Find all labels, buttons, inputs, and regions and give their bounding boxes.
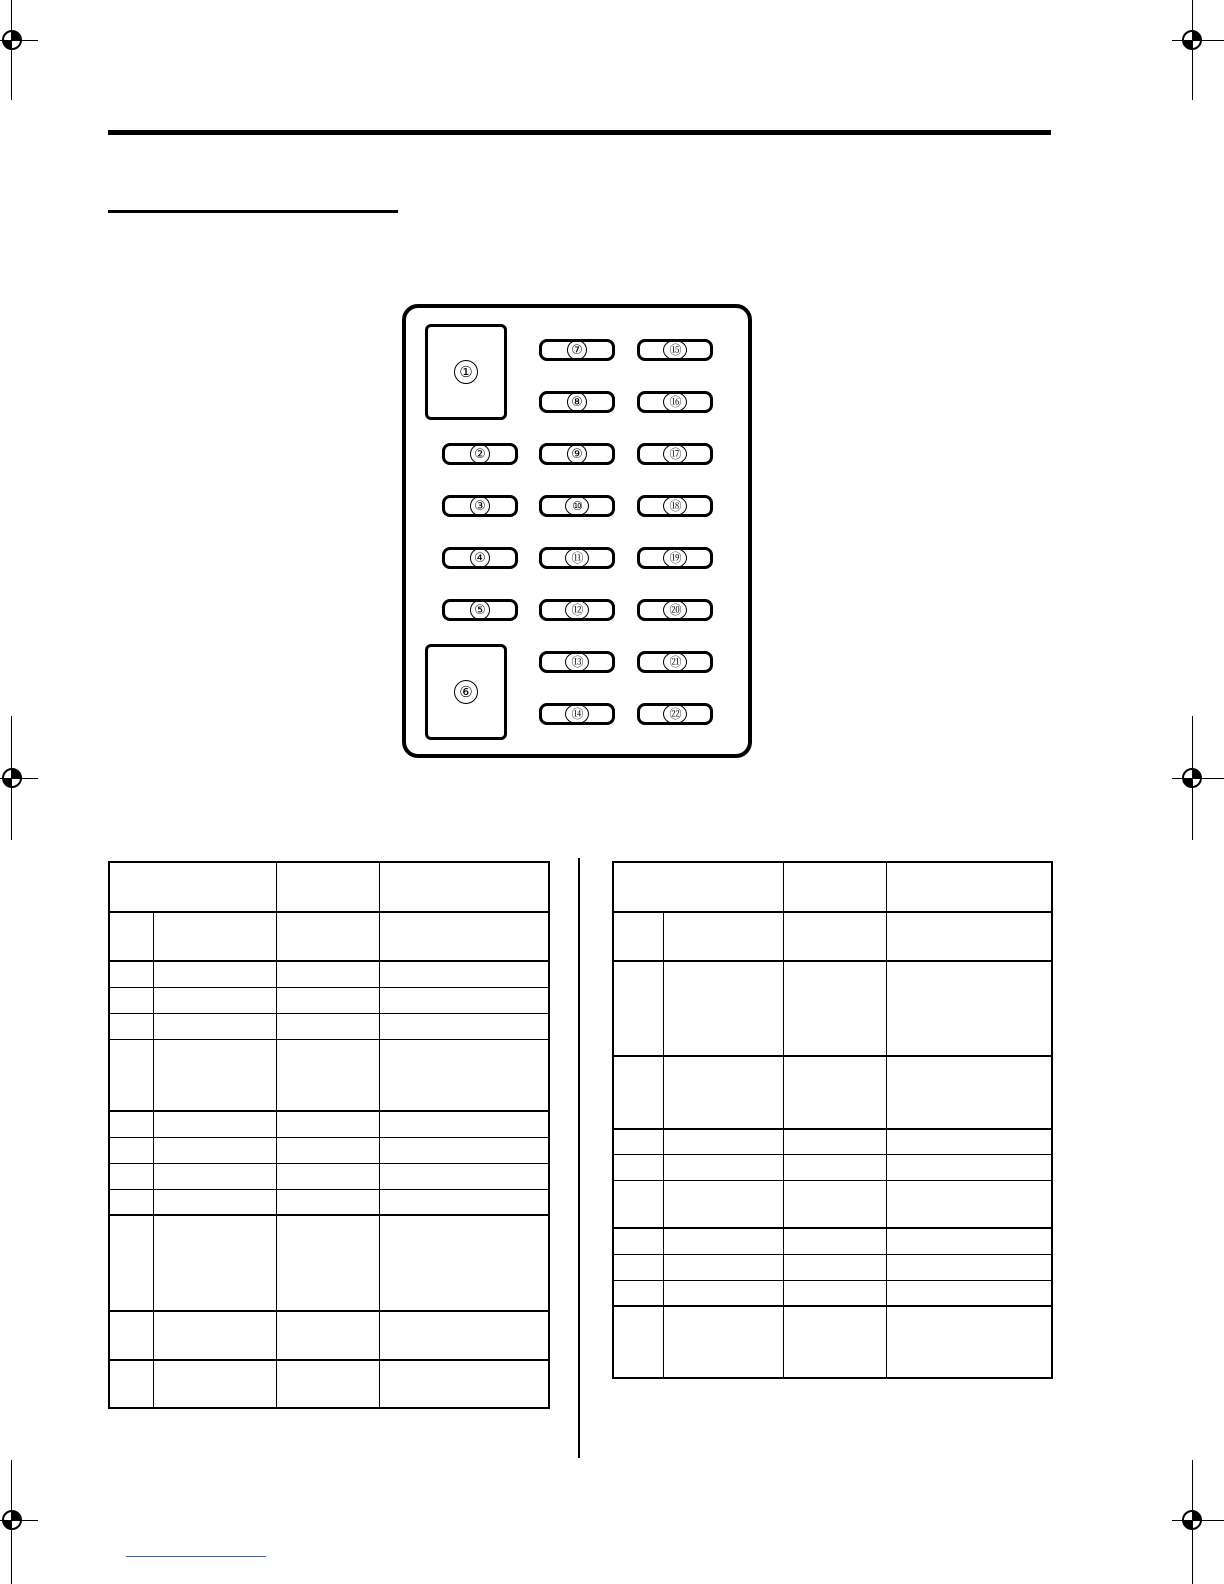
fuse-number-label: ① <box>454 360 478 384</box>
table-row <box>613 1129 1052 1154</box>
fuse-13 <box>539 651 615 673</box>
fuse-16 <box>637 391 713 413</box>
fuse-number-label: ⑥ <box>454 680 478 704</box>
fuse-number-label: ⑲ <box>663 548 687 568</box>
table-row <box>613 1306 1052 1378</box>
table-row <box>109 1137 549 1163</box>
table-row <box>613 912 1052 961</box>
fuse-number-label: ⑰ <box>663 444 687 464</box>
table-row <box>109 1039 549 1111</box>
fuse-10 <box>539 495 615 517</box>
fuse-20 <box>637 599 713 621</box>
fuse-number-label: ㉑ <box>663 652 687 672</box>
fuse-number-label: ③ <box>470 496 490 516</box>
fuse-9 <box>539 443 615 465</box>
fuse-number-label: ⑫ <box>565 600 589 620</box>
fuse-table-left <box>108 861 550 1409</box>
table-row <box>613 1154 1052 1180</box>
fuse-2 <box>442 443 518 465</box>
fuse-number-label: ㉒ <box>663 704 687 724</box>
fuse-17 <box>637 443 713 465</box>
fuse-number-label: ⑩ <box>565 496 589 516</box>
table-row <box>109 1360 549 1408</box>
fuse-11 <box>539 547 615 569</box>
table-header-row <box>109 862 549 912</box>
table-row <box>613 1056 1052 1129</box>
header-rule <box>108 130 1051 135</box>
footer-link-underline <box>126 1556 266 1557</box>
fuse-number-label: ⑨ <box>567 444 587 464</box>
fuse-number-label: ⑭ <box>565 704 589 724</box>
table-header-cell <box>886 862 1052 912</box>
fuse-14 <box>539 703 615 725</box>
column-divider <box>578 858 580 1458</box>
table-row <box>109 912 549 961</box>
fuse-22 <box>637 703 713 725</box>
fuse-21 <box>637 651 713 673</box>
section-heading-underline <box>108 210 398 213</box>
table-row <box>109 1111 549 1137</box>
large-fuse-1 <box>425 324 507 420</box>
fuse-table-right <box>612 861 1053 1379</box>
fuse-19 <box>637 547 713 569</box>
fuse-number-label: ⑱ <box>663 496 687 516</box>
table-header-row <box>613 862 1052 912</box>
fuse-5 <box>442 599 518 621</box>
table-header-cell <box>613 862 783 912</box>
fuse-number-label: ⑯ <box>663 392 687 412</box>
fuse-number-label: ⑪ <box>565 548 589 568</box>
fuse-number-label: ⑤ <box>470 600 490 620</box>
table-row <box>109 1163 549 1189</box>
fuse-number-label: ⑦ <box>567 340 587 360</box>
fuse-12 <box>539 599 615 621</box>
table-row <box>613 1254 1052 1280</box>
fuse-15 <box>637 339 713 361</box>
table-row <box>109 1215 549 1311</box>
fuse-number-label: ⑮ <box>663 340 687 360</box>
table-row <box>109 961 549 987</box>
fuse-number-label: ② <box>470 444 490 464</box>
fuse-7 <box>539 339 615 361</box>
table-header-cell <box>276 862 379 912</box>
table-header-cell <box>379 862 549 912</box>
fuse-number-label: ⑬ <box>565 652 589 672</box>
table-row <box>109 1311 549 1360</box>
fuse-4 <box>442 547 518 569</box>
table-row <box>613 961 1052 1056</box>
table-row <box>109 987 549 1013</box>
table-row <box>613 1280 1052 1306</box>
fuse-number-label: ④ <box>470 548 490 568</box>
fuse-3 <box>442 495 518 517</box>
fuse-18 <box>637 495 713 517</box>
fuse-number-label: ⑳ <box>663 600 687 620</box>
table-row <box>613 1180 1052 1228</box>
fuse-number-label: ⑧ <box>567 392 587 412</box>
table-row <box>109 1189 549 1215</box>
table-header-cell <box>109 862 276 912</box>
large-fuse-6 <box>425 644 507 740</box>
table-row <box>613 1228 1052 1254</box>
table-header-cell <box>783 862 886 912</box>
table-row <box>109 1013 549 1039</box>
fuse-8 <box>539 391 615 413</box>
